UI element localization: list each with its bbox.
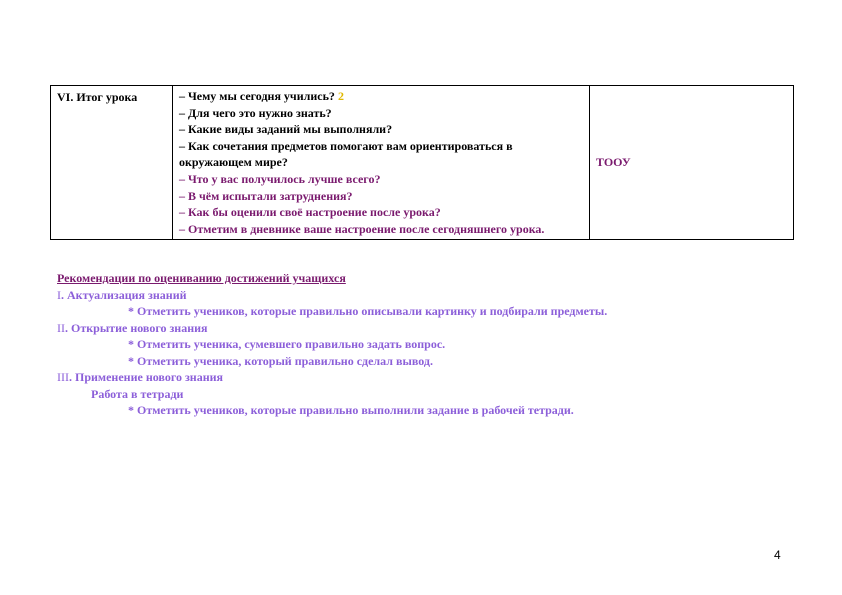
question-8: – Отметим в дневнике ваше настроение после сегодняшнего урока. (179, 221, 545, 236)
question-1-marker: 2 (337, 89, 344, 103)
question-7: – Как бы оценили своё настроение после урока? (179, 205, 441, 220)
section-3-heading (57, 369, 607, 386)
section-3-subheading: Работа в тетради (91, 386, 184, 401)
question-5: – Что у вас получилось лучше всего? (179, 171, 381, 186)
result-label: ТООУ (596, 155, 631, 169)
stage-title: VI. Итог урока (57, 90, 138, 104)
question-1 (173, 86, 589, 105)
questions-cell (173, 86, 590, 240)
section-2-numeral: II (57, 320, 65, 335)
section-2-item-2: * Отметить ученика, который правильно сделал вывод. (128, 353, 433, 368)
section-3-item-1: * Отметить учеников, которые правильно выполнили задание в рабочей тетради. (128, 403, 574, 417)
stage-cell (51, 86, 173, 240)
section-2-title: . Открытие нового знания (65, 320, 208, 335)
section-1-item-1: * Отметить учеников, которые правильно описывали картинку и подбирали предметы. (128, 304, 608, 318)
section-2-heading (57, 320, 607, 337)
section-2-item-1: * Отметить ученика, сумевшего правильно задать вопрос. (128, 337, 446, 351)
section-3-title: . Применение нового знания (69, 370, 224, 384)
recommendations (57, 270, 607, 419)
section-1-numeral: I (57, 287, 61, 302)
recommendations-title: Рекомендации по оцениванию достижений учащихся (57, 271, 346, 285)
question-6: – В чём испытали затруднения? (179, 188, 353, 203)
question-1-text: – Чему мы сегодня учились? (179, 89, 335, 103)
question-3: – Какие виды заданий мы выполняли? (179, 122, 393, 137)
question-2: – Для чего это нужно знать? (179, 105, 332, 120)
section-1-title: . Актуализация знаний (61, 287, 187, 302)
result-cell (590, 86, 794, 240)
section-1-heading (57, 287, 607, 304)
section-3-numeral: III (57, 370, 69, 384)
page-number: 4 (774, 548, 781, 562)
table-row (51, 86, 794, 240)
lesson-table (50, 85, 794, 240)
question-4: – Как сочетания предметов помогают вам ориентироваться в окружающем мире? (179, 138, 513, 170)
